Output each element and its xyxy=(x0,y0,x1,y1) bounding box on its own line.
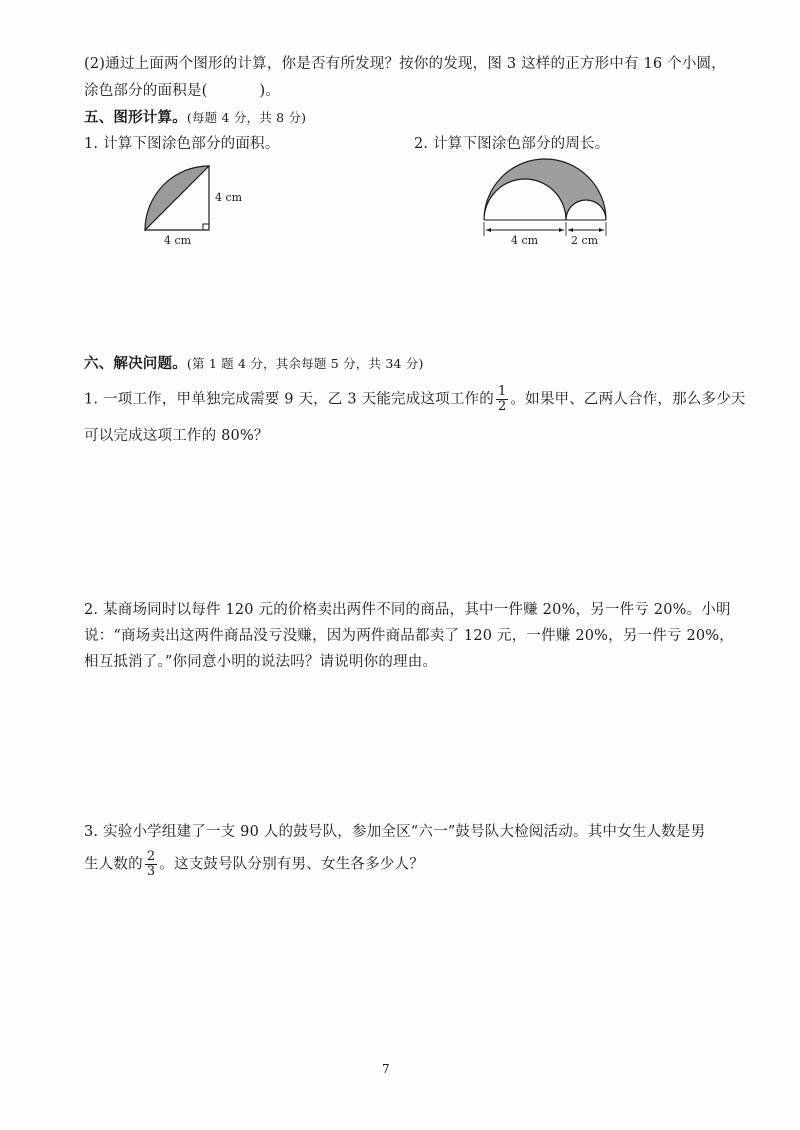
section6-q1-line1 xyxy=(84,385,746,414)
section5-score: (每题 4 分，共 8 分) xyxy=(186,110,307,125)
q1-text-a: 1. 一项工作，甲单独完成需要 9 天，乙 3 天能完成这项工作的 xyxy=(84,391,494,408)
figure-semicircles xyxy=(476,150,616,250)
right-length-label: 2 cm xyxy=(571,234,599,247)
section6-q3-line1: 3. 实验小学组建了一支 90 人的鼓号队，参加全区“六一”鼓号队大检阅活动。其中女生人数是男 xyxy=(84,824,706,840)
section5-header xyxy=(84,106,306,127)
q3-text-b: 。这支鼓号队分别有男、女生各多少人？ xyxy=(159,856,424,873)
fraction-denominator: 3 xyxy=(146,864,156,879)
section6-q2-line1: 2. 某商场同时以每件 120 元的价格卖出两件不同的商品，其中一件赚 20%，另一件亏 20%。小明 xyxy=(84,602,731,618)
base-label: 4 cm xyxy=(164,234,192,247)
section5-q2: 2. 计算下图涂色部分的周长。 xyxy=(414,136,610,152)
section6-q3-line2 xyxy=(84,850,424,879)
section6-header xyxy=(84,352,424,373)
section5-q1: 1. 计算下图涂色部分的面积。 xyxy=(84,136,280,152)
section6-q2-line2: 说：“商场卖出这两件商品没亏没赚，因为两件商品都卖了 120 元，一件赚 20%，另一件亏 20%， xyxy=(84,628,734,644)
part4-q2-close: )。 xyxy=(259,83,281,99)
page-number: 7 xyxy=(382,1062,390,1076)
section6-q1-line2: 可以完成这项工作的 80%？ xyxy=(84,428,269,444)
left-length-label: 4 cm xyxy=(511,234,539,247)
fraction-numerator: 2 xyxy=(146,849,156,864)
fraction-numerator: 1 xyxy=(497,384,507,399)
figure-quarter-circle xyxy=(130,160,260,250)
q3-text-a: 生人数的 xyxy=(84,856,143,873)
fraction-two-thirds xyxy=(145,850,157,879)
q1-text-b: 。如果甲、乙两人合作，那么多少天 xyxy=(510,391,746,408)
part4-q2-line1: (2)通过上面两个图形的计算，你是否有所发现？按你的发现，图 3 这样的正方形中有 16 个小圆， xyxy=(84,56,726,72)
part4-q2-line2 xyxy=(84,79,280,100)
shaded-region xyxy=(484,159,606,220)
fraction-denominator: 2 xyxy=(497,399,507,414)
section6-q2-line3: 相互抵消了。”你同意小明的说法吗？请说明你的理由。 xyxy=(84,654,438,670)
fraction-one-half xyxy=(496,385,508,414)
right-angle-mark xyxy=(203,224,209,230)
shaded-segment xyxy=(145,166,209,230)
section6-score: (第 1 题 4 分，其余每题 5 分，共 34 分) xyxy=(186,356,424,371)
section5-heading: 五、图形计算。 xyxy=(84,109,187,126)
section6-heading: 六、解决问题。 xyxy=(84,355,187,372)
part4-q2-prompt: 涂色部分的面积是( xyxy=(84,83,208,99)
side-label: 4 cm xyxy=(215,191,243,204)
